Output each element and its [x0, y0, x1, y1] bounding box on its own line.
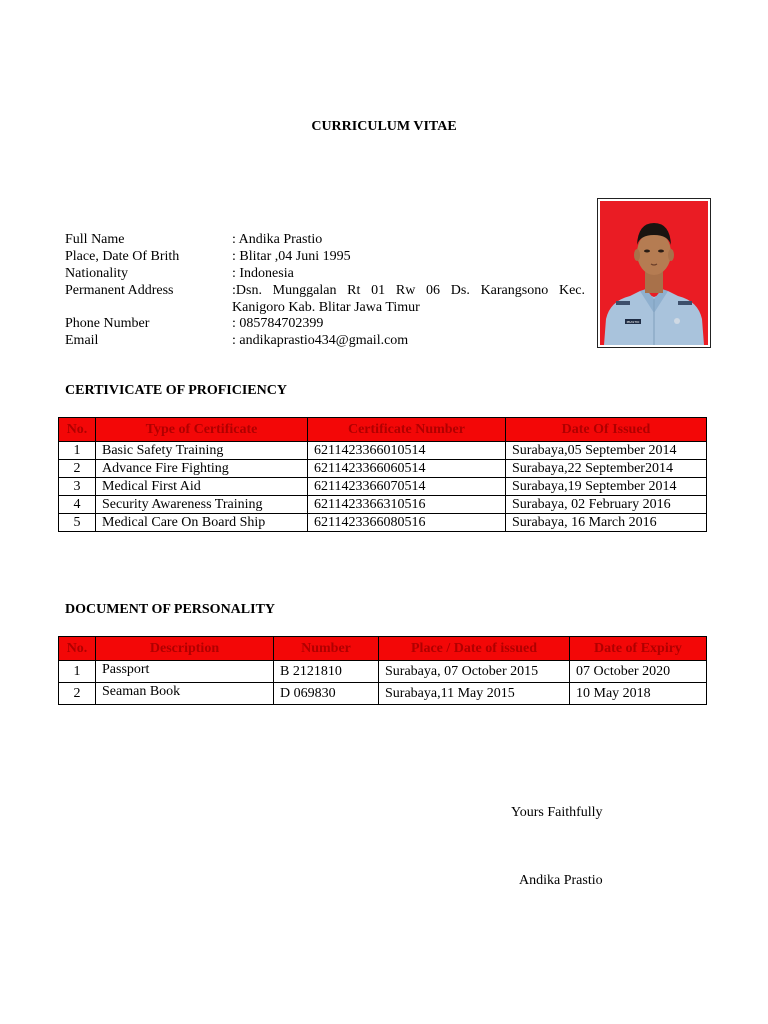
- table-row: [59, 478, 707, 496]
- table-row: [59, 460, 707, 478]
- address-label: Permanent Address: [65, 283, 174, 298]
- address-value: [232, 282, 585, 316]
- cell-type: Advance Fire Fighting: [96, 460, 308, 478]
- profile-photo-frame: [597, 198, 711, 348]
- address-line-1: :Dsn. Munggalan Rt 01 Rw 06 Ds. Karangsono Kec.: [232, 283, 585, 298]
- cell-date: Surabaya,22 September2014: [506, 460, 707, 478]
- column-header: No.: [59, 637, 96, 661]
- phone-label: Phone Number: [65, 316, 150, 331]
- column-header: Date of Expiry: [570, 637, 707, 661]
- phone-value: : 085784702399: [232, 316, 324, 331]
- column-header: Number: [274, 637, 379, 661]
- column-header: No.: [59, 418, 96, 442]
- address-line-2: Kanigoro Kab. Blitar Jawa Timur: [232, 300, 420, 315]
- cell-description: Seaman Book: [96, 683, 274, 705]
- documents-heading: DOCUMENT OF PERSONALITY: [65, 602, 276, 617]
- column-header: Place / Date of issued: [379, 637, 570, 661]
- cell-type: Medical First Aid: [96, 478, 308, 496]
- closing-salutation: Yours Faithfully: [511, 805, 603, 820]
- birth-value: : Blitar ,04 Juni 1995: [232, 249, 351, 264]
- full-name-label: Full Name: [65, 232, 125, 247]
- table-row: [59, 496, 707, 514]
- cell-no: 4: [59, 496, 96, 514]
- cell-number: B 2121810: [274, 661, 379, 683]
- nationality-value: : Indonesia: [232, 266, 294, 281]
- cell-no: 1: [59, 661, 96, 683]
- column-header: Description: [96, 637, 274, 661]
- cell-issued: Surabaya, 07 October 2015: [379, 661, 570, 683]
- table-row: [59, 661, 707, 683]
- table-row: [59, 442, 707, 460]
- birth-label: Place, Date Of Brith: [65, 249, 180, 264]
- cell-number: 6211423366080516: [308, 514, 506, 532]
- cell-no: 3: [59, 478, 96, 496]
- cell-number: D 069830: [274, 683, 379, 705]
- nationality-label: Nationality: [65, 266, 128, 281]
- profile-photo: [600, 201, 708, 345]
- full-name-value: : Andika Prastio: [232, 232, 323, 247]
- column-header: Type of Certificate: [96, 418, 308, 442]
- cell-date: Surabaya, 02 February 2016: [506, 496, 707, 514]
- cell-type: Security Awareness Training: [96, 496, 308, 514]
- column-header: Date Of Issued: [506, 418, 707, 442]
- signature-name: Andika Prastio: [519, 873, 603, 888]
- cell-no: 5: [59, 514, 96, 532]
- email-value: : andikaprastio434@gmail.com: [232, 333, 409, 348]
- document-title: CURRICULUM VITAE: [311, 119, 457, 134]
- cell-issued: Surabaya,11 May 2015: [379, 683, 570, 705]
- table-header-row: [59, 418, 707, 442]
- cell-type: Medical Care On Board Ship: [96, 514, 308, 532]
- cell-number: 6211423366010514: [308, 442, 506, 460]
- certificates-table: [58, 417, 707, 532]
- table-row: [59, 514, 707, 532]
- cell-no: 2: [59, 460, 96, 478]
- svg-text:PRASTIO: PRASTIO: [626, 320, 640, 324]
- documents-table: [58, 636, 707, 705]
- cell-expiry: 07 October 2020: [570, 661, 707, 683]
- cell-number: 6211423366310516: [308, 496, 506, 514]
- table-header-row: [59, 637, 707, 661]
- cell-description: Passport: [96, 661, 274, 683]
- cell-date: Surabaya,19 September 2014: [506, 478, 707, 496]
- cell-number: 6211423366060514: [308, 460, 506, 478]
- cell-type: Basic Safety Training: [96, 442, 308, 460]
- cell-number: 6211423366070514: [308, 478, 506, 496]
- certificates-heading: CERTIVICATE OF PROFICIENCY: [65, 383, 287, 398]
- cell-date: Surabaya, 16 March 2016: [506, 514, 707, 532]
- table-row: [59, 683, 707, 705]
- cell-date: Surabaya,05 September 2014: [506, 442, 707, 460]
- cell-no: 2: [59, 683, 96, 705]
- cell-no: 1: [59, 442, 96, 460]
- email-label: Email: [65, 333, 99, 348]
- column-header: Certificate Number: [308, 418, 506, 442]
- cell-expiry: 10 May 2018: [570, 683, 707, 705]
